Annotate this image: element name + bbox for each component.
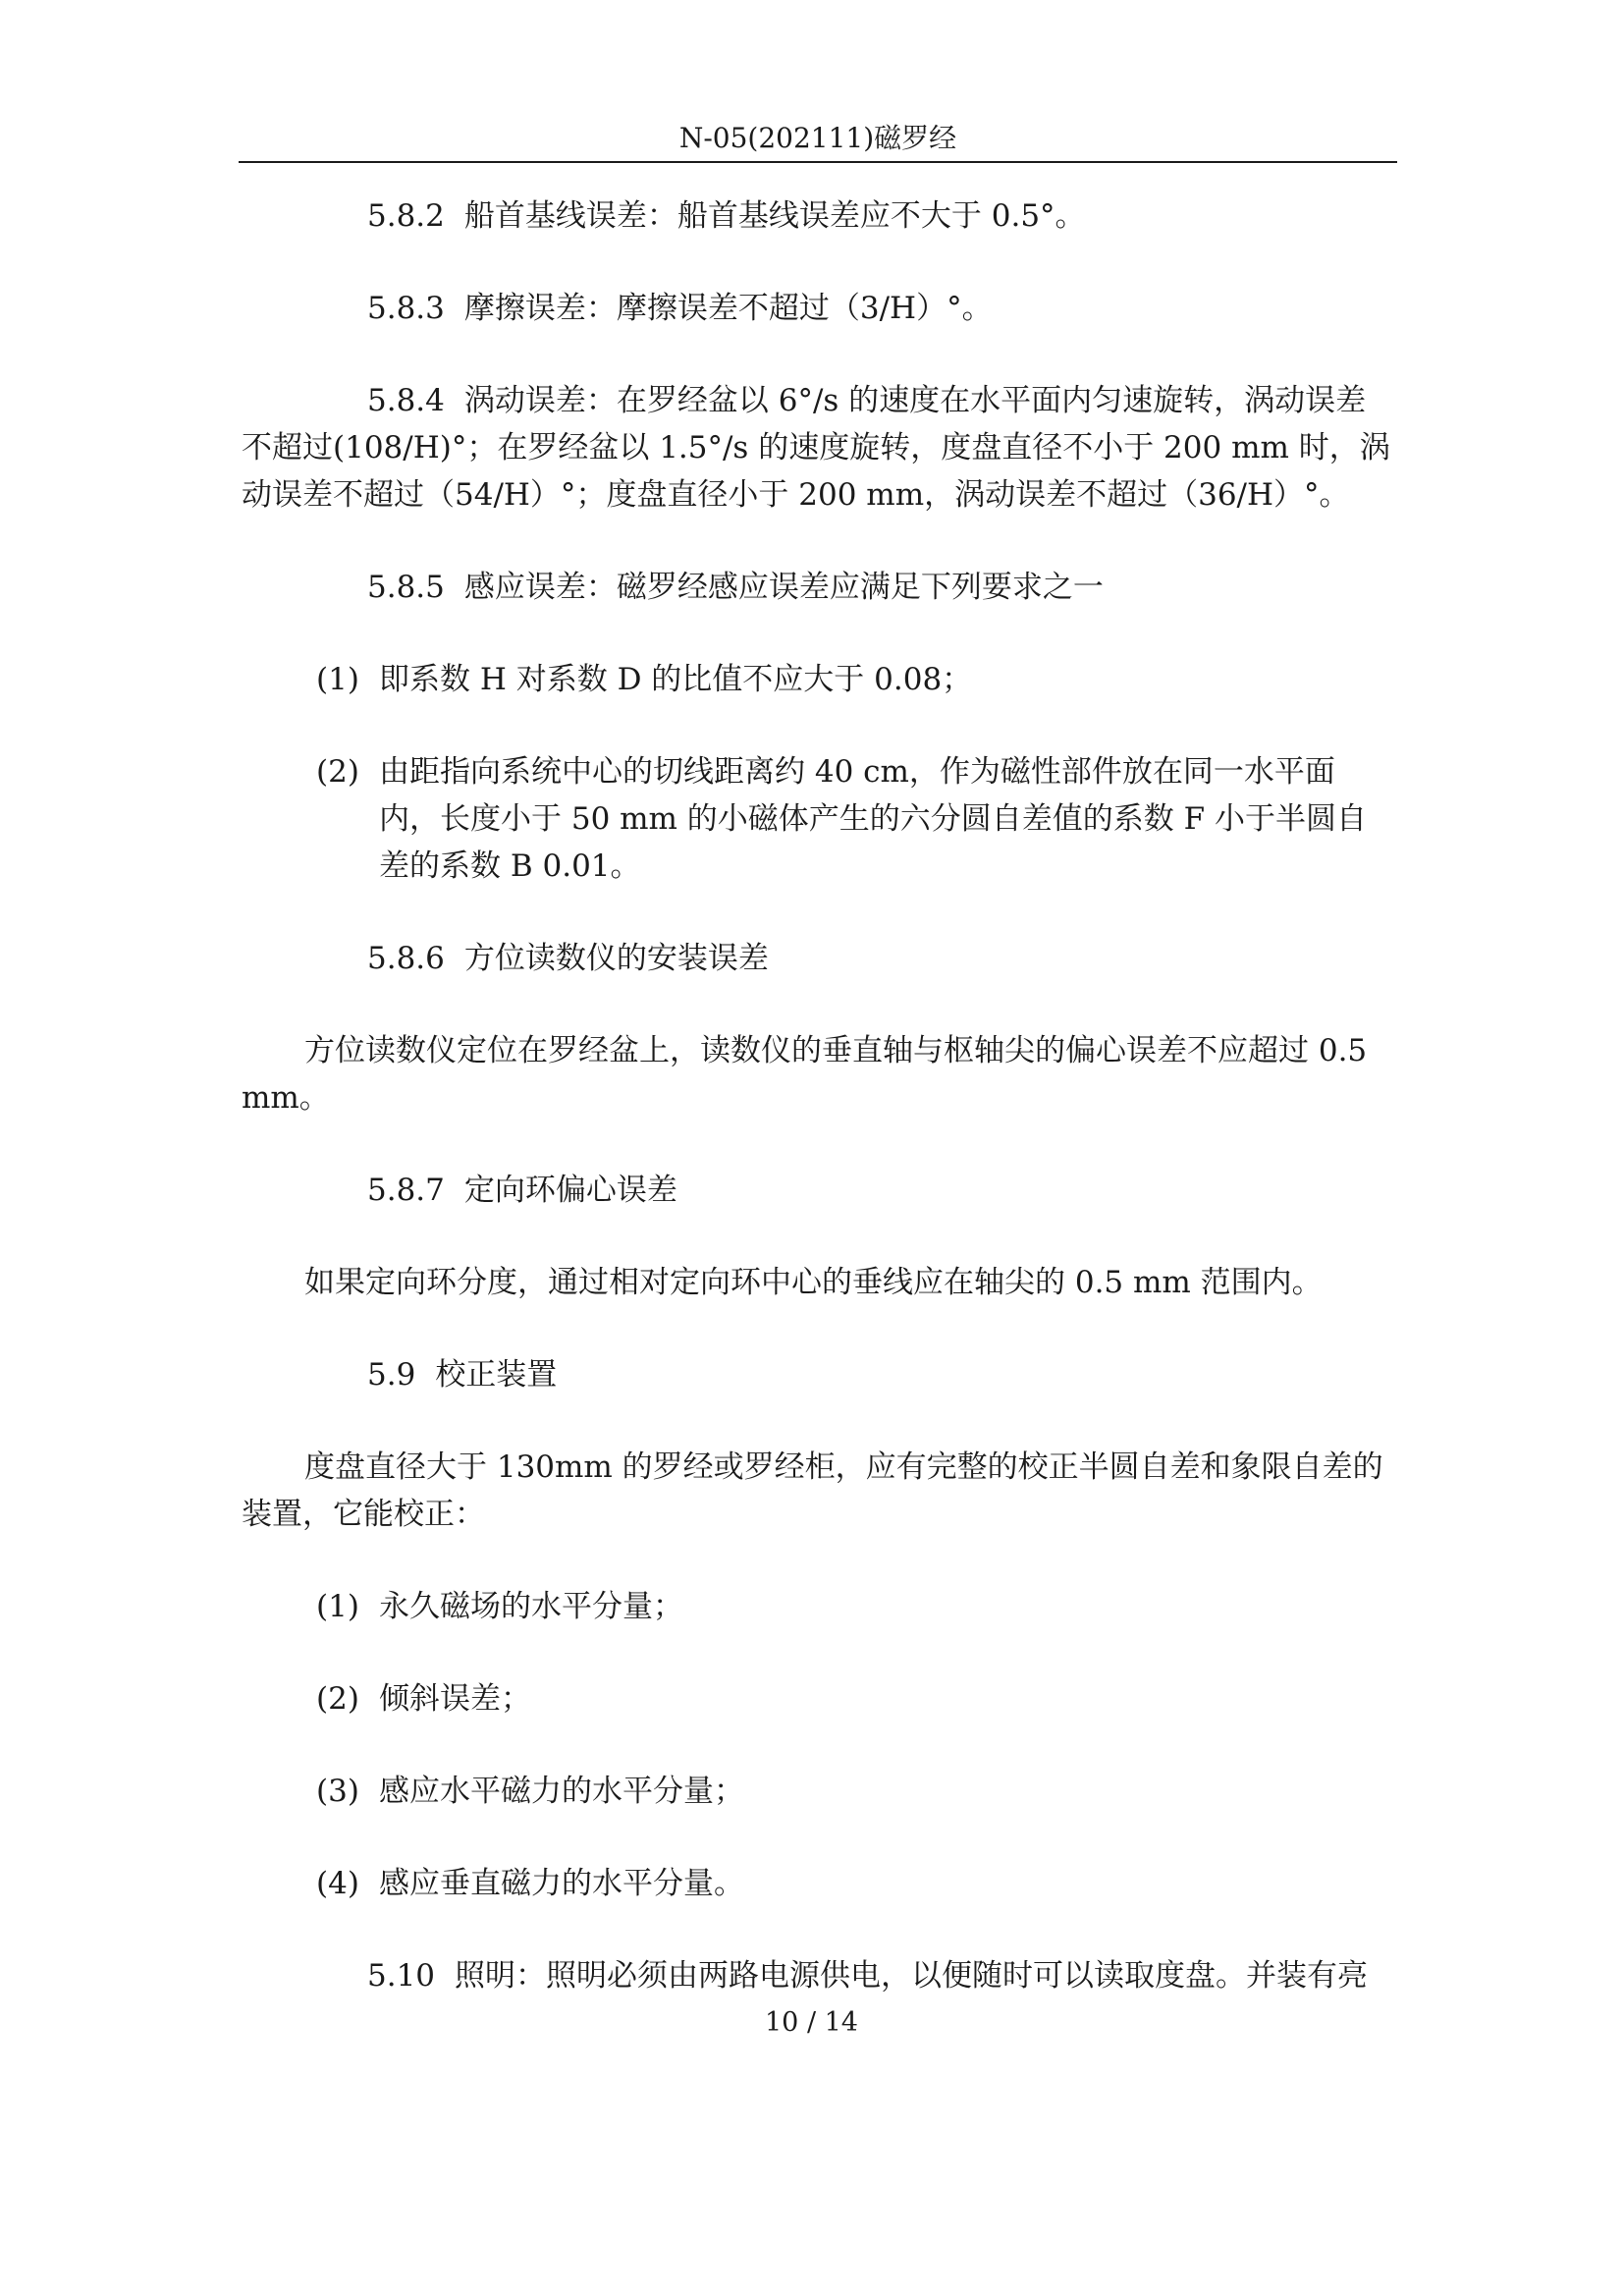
section-5-8-6-heading (242, 935, 1394, 982)
list-item-number: (1) (316, 1589, 359, 1624)
list-item-text: 由距指向系统中心的切线距离约 40 cm，作为磁性部件放在同一水平面内，长度小于 50 mm 的小磁体产生的六分圆自差值的系数 F 小于半圆自差的系数 B 0.01。 (379, 754, 1368, 884)
section-5-8-6-body: 方位读数仪定位在罗经盆上，读数仪的垂直轴与枢轴尖的偏心误差不应超过 0.5 mm。 (242, 1033, 1368, 1116)
section-number: 5.10 (367, 1958, 436, 1994)
list-item (242, 748, 1394, 890)
section-5-8-2 (242, 192, 1394, 240)
list-item (242, 1675, 1394, 1722)
section-text: 涡动误差：在罗经盆以 6°/s 的速度在水平面内匀速旋转，涡动误差不超过(108/H)°；在罗经盆以 1.5°/s 的速度旋转，度盘直径不小于 200 mm 时，涡动误差不超过（54/H）°；度盘直径小于 200 mm，涡动误差不超过（36/H）°。 (242, 383, 1390, 513)
list-item-text: 永久磁场的水平分量； (379, 1589, 683, 1624)
list-item (242, 1768, 1394, 1815)
section-5-8-3 (242, 285, 1394, 332)
list-item (242, 1860, 1394, 1907)
section-5-10 (242, 1952, 1394, 1999)
list-item-text: 感应水平磁力的水平分量； (379, 1774, 744, 1809)
section-title: 校正装置 (435, 1357, 558, 1393)
page-footer (0, 2003, 1623, 2043)
section-number: 5.8.4 (367, 383, 445, 418)
list-item-number: (2) (316, 1681, 359, 1717)
list-item-text: 倾斜误差； (379, 1681, 531, 1717)
section-number: 5.8.7 (367, 1173, 445, 1208)
section-number: 5.8.2 (367, 198, 445, 234)
list-item-number: (4) (316, 1866, 359, 1901)
list-item-number: (1) (316, 662, 359, 697)
section-5-8-5 (242, 564, 1394, 611)
section-title: 定向环偏心误差 (463, 1173, 677, 1208)
document-body (242, 192, 1394, 2045)
list-item (242, 1583, 1394, 1630)
section-text: 感应误差：磁罗经感应误差应满足下列要求之一 (463, 570, 1104, 605)
section-5-9-body: 度盘直径大于 130mm 的罗经或罗经柜，应有完整的校正半圆自差和象限自差的装置，它能校正： (242, 1449, 1383, 1532)
section-5-8-7-body: 如果定向环分度，通过相对定向环中心的垂线应在轴尖的 0.5 mm 范围内。 (304, 1265, 1323, 1300)
section-number: 5.8.5 (367, 570, 445, 605)
list-item-number: (2) (316, 754, 359, 790)
list-item (242, 656, 1394, 703)
list-item-text: 即系数 H 对系数 D 的比值不应大于 0.08； (379, 662, 973, 697)
list-item-text: 感应垂直磁力的水平分量。 (379, 1866, 744, 1901)
section-5-8-4 (242, 377, 1394, 519)
page-number: 10 / 14 (765, 2007, 858, 2038)
section-title: 方位读数仪的安装误差 (463, 941, 769, 976)
section-number: 5.8.3 (367, 291, 445, 326)
section-number: 5.9 (367, 1357, 416, 1393)
section-number: 5.8.6 (367, 941, 445, 976)
section-text: 照明：照明必须由两路电源供电，以便随时可以读取度盘。并装有亮 (455, 1958, 1369, 1994)
section-text: 船首基线误差：船首基线误差应不大于 0.5°。 (463, 198, 1086, 234)
page-header (239, 116, 1397, 163)
section-5-9-heading (242, 1351, 1394, 1398)
header-title: N-05(202111)磁罗经 (678, 122, 957, 154)
list-item-number: (3) (316, 1774, 359, 1809)
section-text: 摩擦误差：摩擦误差不超过（3/H）°。 (463, 291, 993, 326)
section-5-8-7-heading (242, 1167, 1394, 1214)
